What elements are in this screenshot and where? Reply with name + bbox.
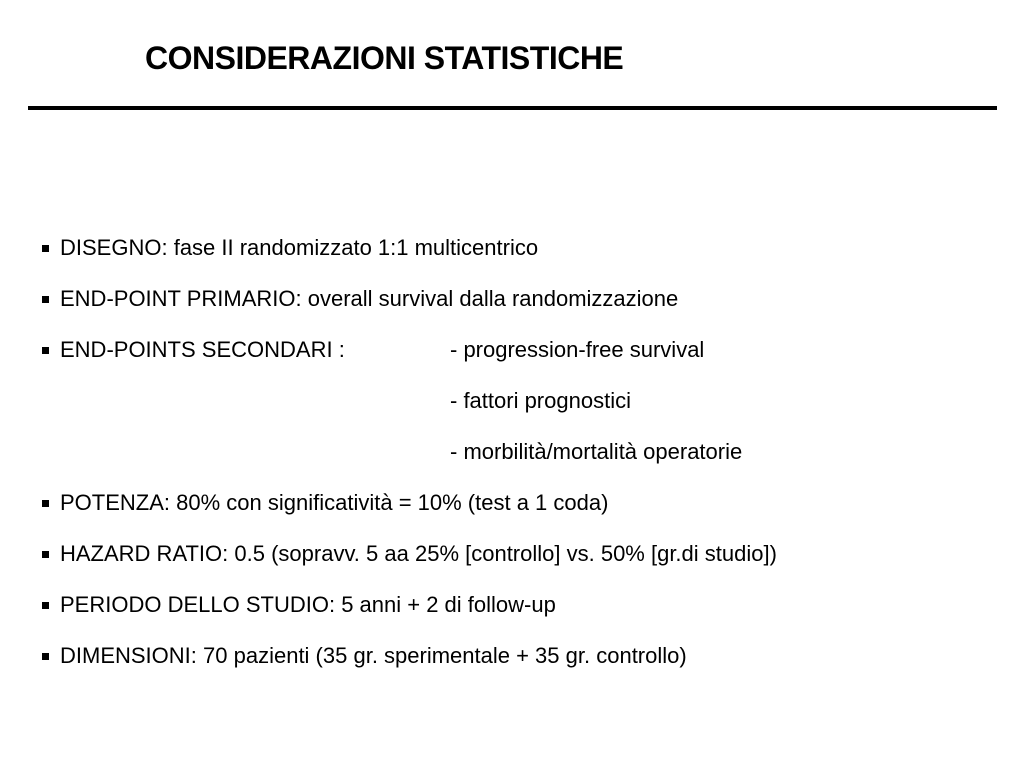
item-label: DIMENSIONI: [60,642,197,668]
slide-title: CONSIDERAZIONI STATISTICHE [145,40,624,76]
square-bullet-icon [42,296,49,303]
item-label: HAZARD RATIO: [60,540,229,566]
item-label: POTENZA: [60,489,171,515]
square-bullet-icon [42,653,49,660]
item-label: PERIODO DELLO STUDIO: [60,591,336,617]
sub-item: - fattori prognostici [450,387,631,413]
bullet-item-hazard-ratio [42,528,1012,579]
bullet-item-dimensioni [42,630,1012,681]
square-bullet-icon [42,602,49,609]
item-text: 70 pazienti (35 gr. sperimentale + 35 gr. controllo) [203,642,687,668]
item-text: fase II randomizzato 1:1 multicentrico [173,234,539,260]
bullet-item-potenza [42,477,1012,528]
bullet-list [42,222,1012,681]
sub-item-line [42,375,1012,426]
bullet-item-periodo [42,579,1012,630]
title-divider [28,106,997,110]
item-text: 0.5 (sopravv. 5 aa 25% [controllo] vs. 50% [gr.di studio]) [234,540,777,566]
sub-item-line [42,426,1012,477]
item-label: END-POINT PRIMARIO: [60,285,302,311]
item-text: 80% con significatività = 10% (test a 1 coda) [176,489,609,515]
sub-item: - morbilità/mortalità operatorie [450,438,743,464]
square-bullet-icon [42,500,49,507]
square-bullet-icon [42,551,49,558]
bullet-item-disegno [42,222,1012,273]
square-bullet-icon [42,245,49,252]
item-label: END-POINTS SECONDARI : [60,336,345,362]
bullet-item-endpoints-secondari [42,324,1012,375]
bullet-item-endpoint-primario [42,273,1012,324]
sub-item: - progression-free survival [450,336,705,362]
square-bullet-icon [42,347,49,354]
item-label: DISEGNO: [60,234,168,260]
item-text: 5 anni + 2 di follow-up [341,591,556,617]
item-text: overall survival dalla randomizzazione [307,285,679,311]
